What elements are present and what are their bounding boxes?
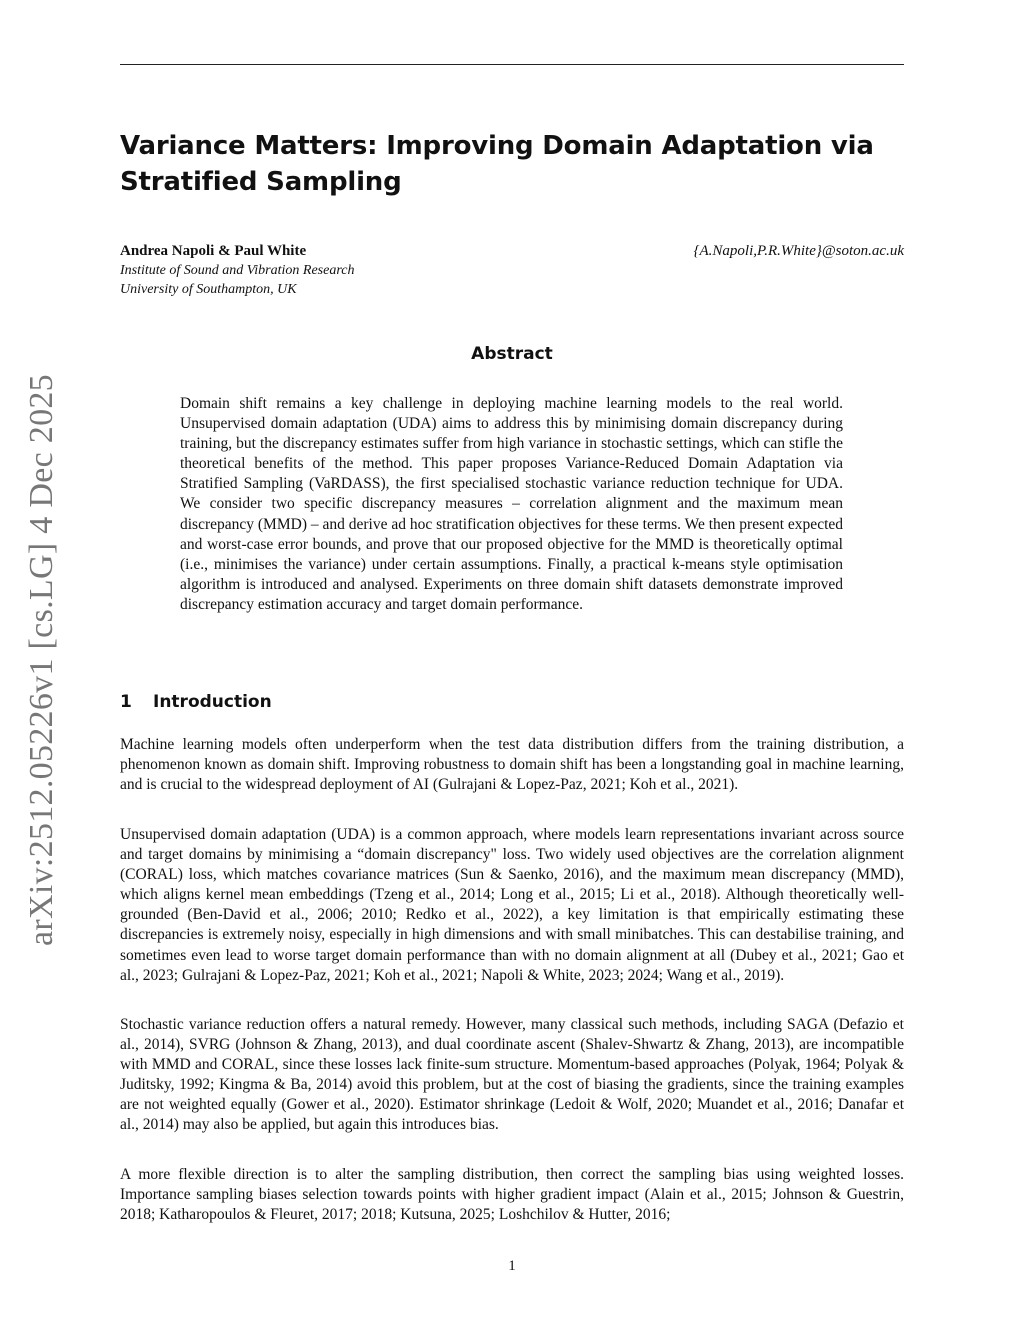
intro-paragraph: Stochastic variance reduction offers a natural remedy. However, many classical such methods, including SAGA (Defazio et al., 2014), SVRG (Johnson & Zhang, 2013), and dual coordinate ascent (Shalev-Shwartz & Zhang, 2013), are incompatible with MMD and CORAL, since these losses lack finite-sum structure. Momentum-based approaches (Polyak, 1964; Polyak & Juditsky, 1992; Kingma & Ba, 2014) avoid this problem, but at the cost of biasing the gradients, since the training examples are not weighted equally (Gower et al., 2020). Estimator shrinkage (Ledoit & Wolf, 2020; Muandet et al., 2016; Danafar et al., 2014) may also be applied, but again this introduces bias. xyxy=(120,1016,904,1134)
affiliation-institute: Institute of Sound and Vibration Research xyxy=(120,263,355,278)
paper-title: Variance Matters: Improving Domain Adaptation via Stratified Sampling xyxy=(120,131,874,197)
affiliation-university: University of Southampton, UK xyxy=(120,282,297,297)
section-heading xyxy=(120,692,904,712)
author-block xyxy=(120,241,904,299)
intro-paragraph: Unsupervised domain adaptation (UDA) is a common approach, where models learn representations invariant across source and target domains by minimising a “domain discrepancy" loss. Two widely used objectives are the correlation alignment (CORAL) loss, which matches covariance matrices (Sun & Saenko, 2016), and the maximum mean discrepancy (MMD), which aligns kernel mean embeddings (Tzeng et al., 2014; Long et al., 2015; Li et al., 2018). Although theoretically well-grounded (Ben-David et al., 2006; 2010; Redko et al., 2022), a key limitation is that empirically estimating these discrepancies is extremely noisy, especially in high dimensions and with small minibatches. This can destabilise training, and sometimes even lead to worse target domain performance than with no domain alignment at all (Dubey et al., 2021; Gao et al., 2023; Gulrajani & Lopez-Paz, 2021; Koh et al., 2021; Napoli & White, 2023; 2024; Wang et al., 2019). xyxy=(120,826,904,984)
abstract-text: Domain shift remains a key challenge in deploying machine learning models to the real world. Unsupervised domain adaptation (UDA) aims to address this by minimising domain discrepancy during training, but the discrepancy estimates suffer from high variance in stochastic settings, which can stifle the theoretical benefits of the method. This paper proposes Variance-Reduced Domain Adaptation via Stratified Sampling (VaRDASS), the first specialised stochastic variance reduction technique for UDA. We consider two specific discrepancy measures – correlation alignment and the maximum mean discrepancy (MMD) – and derive ad hoc stratification objectives for these terms. We then present expected and worst-case error bounds, and prove that our proposed objective for the MMD is theoretically optimal (i.e., minimises the variance) under certain assumptions. Finally, a practical k-means style optimisation algorithm is introduced and analysed. Experiments on three domain shift datasets demonstrate improved discrepancy estimation accuracy and target domain performance. xyxy=(180,395,844,613)
header-rule xyxy=(120,64,904,65)
section-title: Introduction xyxy=(153,692,272,712)
abstract-heading: Abstract xyxy=(471,344,553,364)
author-email: {A.Napoli,P.R.White}@soton.ac.uk xyxy=(693,243,904,259)
intro-paragraph: A more flexible direction is to alter the sampling distribution, then correct the sampling bias using weighted losses. Importance sampling biases selection towards points with higher gradient impact (Alain et al., 2015; Johnson & Guestrin, 2018; Katharopoulos & Fleuret, 2017; 2018; Kutsuna, 2025; Loshchilov & Hutter, 2016; xyxy=(120,1166,904,1224)
section-number: 1 xyxy=(120,692,132,712)
arxiv-side-label: arXiv:2512.05226v1 [cs.LG] 4 Dec 2025 xyxy=(23,374,60,946)
page-number: 1 xyxy=(508,1258,516,1274)
author-names: Andrea Napoli & Paul White xyxy=(120,243,307,259)
intro-paragraph: Machine learning models often underperform when the test data distribution differs from the training distribution, a phenomenon known as domain shift. Improving robustness to domain shift has been a longstanding goal in machine learning, and is crucial to the widespread deployment of AI (Gulrajani & Lopez-Paz, 2021; Koh et al., 2021). xyxy=(120,736,904,794)
